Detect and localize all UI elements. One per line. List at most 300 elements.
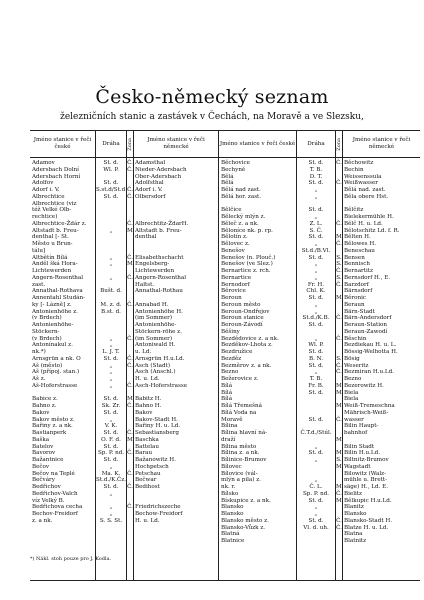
- table-cell: Bechow-Freidorf: [135, 511, 183, 517]
- table-cell: Fr. H.: [307, 281, 325, 288]
- table-cell: Bělten H.: [344, 234, 371, 241]
- table-cell: Babice z.: [32, 396, 58, 403]
- table-cell: Bažantnice: [32, 457, 64, 463]
- table-cell: H. u. Ld.: [135, 376, 160, 382]
- table-cell: Mährisch-Weiß-: [344, 409, 389, 416]
- table-cell: Beroun město: [221, 301, 261, 308]
- table-cell: Babitz H.: [135, 396, 162, 403]
- table-cell: [127, 349, 133, 356]
- table-cell: St. d.: [103, 160, 119, 166]
- table-cell: [336, 329, 342, 336]
- table-cell: S.: [336, 261, 342, 268]
- table-cell: Č.: [127, 254, 133, 261]
- table-cell: [127, 207, 133, 214]
- table-cell: Č.: [336, 315, 342, 322]
- table-cell: Běleč z. a nk.: [221, 220, 259, 227]
- table-cell: Bařiny z. a nk.: [32, 423, 73, 430]
- table-cell: [127, 525, 133, 532]
- table-cell: Asch (Stadt): [135, 362, 171, 369]
- table-cell: Blansko: [344, 511, 367, 517]
- table-cell: Č.: [127, 450, 133, 457]
- table-cell: Stöckern-röhe z.: [135, 328, 182, 335]
- table-cell: Arnsgrün H.u.Ld.: [135, 355, 185, 362]
- table-cell: St. d.: [103, 193, 119, 200]
- table-cell: Běla obere Hst.: [344, 193, 389, 200]
- table-cell: ky [- Lázně] z.: [32, 301, 72, 308]
- header-name-de: Jméno stanice v řeči německé: [134, 131, 219, 157]
- table-cell: Albrechtitz-ŽdarH.: [135, 220, 189, 227]
- table-cell: Adamov: [32, 160, 55, 166]
- table-cell: Bernodorf: [221, 281, 250, 288]
- table-cell: Č.: [127, 160, 133, 166]
- table-cell: bahnhof: [344, 430, 368, 436]
- table-cell: „: [314, 504, 318, 511]
- table-cell: Č.: [336, 160, 342, 166]
- table-cell: víz Velký B.: [32, 497, 65, 504]
- table-cell: Bělá nad zast.: [221, 187, 261, 193]
- table-cell: Bösig: [344, 355, 360, 362]
- table-cell: Biela: [344, 396, 359, 403]
- table-cell: Bílovec: [221, 463, 242, 470]
- table-cell: St.d./B.Vl.: [301, 247, 331, 254]
- table-cell: Bahno z.: [32, 403, 57, 409]
- table-cell: St. d.: [308, 389, 324, 396]
- table-cell: [297, 471, 335, 478]
- table-cell: St. d.: [103, 443, 119, 450]
- table-cell: „: [314, 308, 318, 315]
- table-cell: [96, 234, 126, 241]
- table-cell: [297, 423, 335, 430]
- table-cell: „: [314, 241, 318, 247]
- table-cell: Antonienhöhe-: [135, 322, 177, 328]
- table-cell: Č.: [336, 180, 342, 187]
- table-cell: Běschin: [344, 335, 367, 342]
- table-cell: Beroun: [221, 295, 242, 301]
- table-cell: M.: [336, 234, 344, 241]
- table-cell: Antoniwald H.: [135, 342, 176, 349]
- table-cell: Bärn-Stadt: [344, 308, 375, 315]
- table-cell: Bělčitz: [344, 207, 364, 214]
- table-cell: B. N.: [309, 355, 323, 362]
- table-cell: Albrechtice-Ždár z.: [32, 220, 87, 227]
- table-header: [30, 131, 420, 158]
- table-cell: Bakov město z.: [32, 416, 75, 423]
- left-drah-column: [96, 158, 127, 580]
- table-cell: Č.: [336, 281, 342, 288]
- table-cell: Bilin Stadt: [344, 443, 375, 450]
- table-cell: Bělkupic H.u.Ld.: [344, 497, 392, 504]
- table-cell: Antonienhöhe-: [32, 322, 74, 328]
- table-cell: [297, 403, 335, 410]
- table-cell: Bernartice: [221, 274, 252, 281]
- table-cell: St. d.: [308, 160, 324, 166]
- table-cell: Č.: [336, 517, 342, 524]
- table-cell: Beraun: [344, 301, 365, 308]
- table-cell: Bílina město: [221, 443, 257, 450]
- table-cell: [135, 248, 218, 255]
- table-cell: Bakov: [135, 409, 153, 416]
- table-cell: M.: [127, 261, 135, 268]
- table-cell: Annabad H.: [135, 301, 169, 308]
- table-cell: [336, 228, 342, 235]
- table-cell: Bechov-Freidorf: [32, 511, 78, 517]
- table-cell: Bernartitz: [344, 268, 373, 274]
- table-cell: „: [109, 362, 113, 369]
- table-cell: Bezděkov-Lhota z.: [221, 342, 273, 349]
- table-cell: [127, 315, 133, 322]
- table-cell: „: [109, 504, 113, 511]
- table-cell: Adersbach Horní: [32, 173, 81, 180]
- table-cell: [135, 241, 218, 248]
- table-cell: Wagstadt: [344, 463, 371, 470]
- table-cell: „: [314, 187, 318, 193]
- table-cell: Bennisch: [344, 261, 371, 268]
- table-cell: [127, 268, 133, 275]
- table-cell: Adorf i. V.: [32, 187, 60, 193]
- table-cell: Baschka: [135, 436, 159, 443]
- table-cell: Běchovice: [221, 160, 250, 166]
- right-drah-column: [297, 158, 336, 580]
- table-cell: [127, 248, 133, 255]
- table-cell: Č.: [127, 220, 133, 227]
- table-cell: Asch-Hoferstrasse: [135, 382, 188, 389]
- table-cell: [297, 437, 335, 444]
- table-cell: St. d.: [308, 322, 324, 328]
- table-cell: Bělá hor. zast.: [221, 193, 262, 200]
- table-cell: Bělá: [221, 180, 234, 187]
- table-cell: [127, 369, 133, 376]
- table-cell: Bílsko: [221, 490, 239, 497]
- table-cell: [135, 390, 218, 397]
- table-cell: Bečwar: [135, 477, 157, 484]
- table-cell: Bažanowitz H.: [135, 457, 176, 463]
- page-subtitle: železničních stanic a zastávek v Čechách, na Moravě a ve Slezsku,: [60, 112, 364, 122]
- table-cell: wasser: [344, 416, 364, 423]
- table-cell: [127, 309, 133, 316]
- table-cell: [127, 329, 133, 336]
- table-cell: M.: [336, 295, 344, 301]
- table-cell: Č.T.d./Stúl.: [300, 430, 332, 436]
- table-cell: M.: [127, 396, 135, 403]
- table-cell: Č.: [336, 362, 342, 369]
- table-cell: M.: [336, 484, 344, 490]
- table-cell: Č.: [127, 362, 133, 369]
- table-cell: [297, 329, 335, 336]
- header-zona-label-2: Zona: [335, 137, 342, 151]
- table-cell: „: [314, 301, 318, 308]
- table-cell: Č.: [127, 430, 133, 436]
- table-cell: Barau: [135, 450, 153, 457]
- table-cell: Battelau: [135, 443, 159, 450]
- table-cell: M.: [336, 382, 344, 389]
- table-cell: Anděl šká Hora-: [32, 261, 78, 268]
- table-cell: „: [109, 382, 113, 389]
- table-cell: Bečov: [32, 463, 50, 470]
- table-cell: H. u. Ld.: [135, 517, 160, 524]
- table-cell: D. T.: [309, 173, 323, 180]
- table-cell: Benešov: [221, 247, 245, 254]
- table-cell: Bezměrov z. a nk.: [221, 362, 272, 369]
- table-cell: Wl. P.: [103, 166, 119, 173]
- table-cell: Blatnitz: [344, 538, 367, 544]
- table-cell: Bělotín z.: [221, 234, 248, 241]
- table-cell: Baška: [32, 436, 50, 443]
- table-cell: M.: [336, 436, 344, 443]
- page-title: Česko-německý seznam: [95, 86, 329, 108]
- table-cell: [336, 194, 342, 201]
- table-cell: Běrovice: [221, 288, 246, 295]
- table-cell: Bakov-Stadt H.: [135, 416, 178, 423]
- table-cell: Petschau: [135, 470, 161, 477]
- table-cell: Bakov: [32, 409, 50, 416]
- table-cell: Benešov (n. Plouč.): [221, 254, 276, 261]
- table-cell: mlýn a pila) z.: [221, 477, 261, 484]
- table-cell: Bílina: [221, 423, 238, 430]
- table-cell: [127, 288, 133, 295]
- table-cell: Asch (Anschl.): [135, 369, 176, 376]
- table-cell: S.: [336, 355, 342, 362]
- table-cell: L. J. T.: [102, 349, 120, 355]
- table-cell: [96, 315, 126, 322]
- table-cell: [336, 471, 342, 478]
- table-cell: [127, 518, 133, 525]
- table-cell: Barzdorf: [344, 281, 369, 288]
- table-cell: denthal [- St.: [32, 234, 69, 241]
- table-cell: Aš (přípoj. stan.): [32, 369, 80, 376]
- table-cell: [336, 504, 342, 511]
- table-cell: Beroun-Ondřejov: [221, 308, 270, 315]
- table-cell: „: [314, 268, 318, 274]
- table-cell: Bilin Haupt-: [344, 423, 379, 430]
- table-cell: [297, 464, 335, 471]
- table-cell: Č.: [336, 524, 342, 531]
- table-cell: Běchowitz: [344, 160, 374, 166]
- table-cell: [336, 167, 342, 174]
- table-cell: Bílá: [221, 389, 233, 396]
- table-cell: Chl. K.: [306, 288, 326, 295]
- table-cell: [336, 214, 342, 221]
- table-cell: Bielekermühle H.: [344, 214, 394, 220]
- table-cell: Bílovice (vál-: [221, 470, 258, 477]
- table-cell: Friedrichszeche: [135, 504, 181, 511]
- table-cell: Lichtewerden: [32, 268, 72, 274]
- table-cell: Angern-Rosenthal: [135, 274, 187, 281]
- table-cell: [96, 214, 126, 221]
- table-cell: [127, 241, 133, 248]
- table-cell: „: [109, 511, 113, 517]
- table-cell: Haltst.: [135, 281, 155, 288]
- table-cell: mühle u. Brett-: [344, 477, 388, 484]
- table-cell: Bilowitz (Walz-: [344, 470, 387, 477]
- table-cell: M.: [336, 463, 344, 470]
- table-cell: St. d.: [103, 484, 119, 490]
- table-cell: Weiß-Tremeschna: [344, 403, 395, 409]
- table-cell: Beneschau: [344, 247, 375, 254]
- table-cell: Bílá: [221, 382, 233, 389]
- table-cell: [336, 187, 342, 194]
- table-cell: Fr. B.: [308, 382, 324, 389]
- table-cell: Bernsdorf H., E.: [344, 274, 391, 281]
- right-german-column: [343, 158, 420, 580]
- table-cell: St. d.: [308, 497, 324, 504]
- table-cell: [96, 201, 126, 208]
- table-cell: Benešov (ve Slez.): [221, 261, 273, 268]
- table-cell: St.d./K.B.: [302, 315, 330, 322]
- table-cell: [127, 390, 133, 397]
- table-cell: Blansko město z.: [221, 517, 269, 524]
- table-cell: Blansko-Stadt H.: [344, 517, 393, 524]
- table-cell: Bahno H.: [135, 403, 162, 409]
- table-cell: [135, 498, 218, 505]
- table-cell: „: [109, 227, 113, 234]
- table-cell: Bensen: [344, 254, 365, 261]
- table-cell: Běronic: [344, 295, 366, 301]
- table-cell: Antonienhöhe H.: [135, 308, 183, 315]
- table-cell: [336, 410, 342, 417]
- table-cell: Bedřichov-Valch: [32, 490, 78, 497]
- table-cell: [96, 322, 126, 329]
- table-cell: [135, 214, 218, 221]
- table-cell: [96, 241, 126, 248]
- table-cell: Bařiny H. u. Ld.: [135, 423, 181, 430]
- table-cell: [96, 221, 126, 228]
- table-cell: Aš z.: [32, 376, 46, 382]
- table-cell: [32, 390, 95, 397]
- table-cell: St. d.: [308, 349, 324, 355]
- table-cell: Annentahl Studán-: [32, 295, 86, 301]
- table-cell: St. d.: [308, 450, 324, 457]
- header-zona-label: Zona: [126, 137, 133, 151]
- table-cell: [336, 207, 342, 214]
- table-cell: Č. L.: [309, 484, 323, 490]
- table-cell: Č.: [336, 268, 342, 274]
- left-zona-column: [127, 158, 134, 580]
- table-cell: Č.: [127, 193, 133, 200]
- table-cell: Adersbach Dolní: [32, 166, 79, 173]
- table-cell: „: [314, 457, 318, 463]
- table-cell: Altstadt b. Freu-: [135, 227, 182, 234]
- table-cell: [336, 302, 342, 309]
- table-cell: [297, 410, 335, 417]
- table-cell: Bezno: [344, 376, 362, 382]
- table-cell: [127, 464, 133, 471]
- table-cell: Bärnsdorf: [344, 288, 373, 295]
- table-cell: „: [109, 369, 113, 376]
- table-cell: Bílá Třemešná: [221, 403, 262, 409]
- table-cell: St. d.: [103, 355, 119, 362]
- table-cell: Biela: [344, 389, 359, 396]
- table-cell: Bedřichova cecha: [32, 504, 83, 511]
- table-cell: (v Brdech): [32, 315, 62, 322]
- table-cell: „: [109, 376, 113, 382]
- table-cell: [135, 295, 218, 302]
- table-cell: [297, 201, 335, 208]
- table-cell: Hochpetsch: [135, 463, 169, 470]
- table-cell: Č.: [127, 470, 133, 477]
- table-cell: „: [314, 261, 318, 268]
- table-cell: Bedřichov: [32, 484, 61, 490]
- table-cell: rechtice): [32, 214, 58, 220]
- table-cell: [127, 477, 133, 484]
- table-cell: [96, 268, 126, 275]
- table-cell: draží: [221, 436, 236, 443]
- table-cell: Č.: [127, 382, 133, 389]
- table-cell: Bezdědovice z. a nk.: [221, 335, 279, 342]
- table-cell: M.: [336, 497, 344, 504]
- table-cell: [336, 349, 342, 356]
- table-cell: nk. r.: [221, 484, 236, 490]
- table-cell: Beraun-Zawodí: [344, 328, 388, 335]
- station-table: [30, 130, 420, 581]
- table-cell: nk.*): [32, 349, 46, 355]
- table-cell: M.: [127, 436, 135, 443]
- header-zona-2: [336, 131, 343, 157]
- table-cell: St. d.: [103, 457, 119, 463]
- table-cell: Sp. P. nd.: [97, 450, 125, 457]
- table-cell: Č.: [127, 301, 133, 308]
- table-cell: [127, 214, 133, 221]
- table-cell: Batelov: [32, 443, 54, 450]
- table-cell: [336, 477, 342, 484]
- header-drah: Dráha: [96, 131, 127, 157]
- right-name-column: [219, 158, 297, 580]
- table-cell: „: [314, 193, 318, 200]
- table-cell: „: [109, 342, 113, 349]
- table-cell: [336, 511, 342, 518]
- table-cell: [127, 180, 133, 187]
- table-cell: Č.: [127, 355, 133, 362]
- table-cell: [344, 437, 420, 444]
- table-cell: S.st.d/St.d.: [96, 187, 127, 193]
- table-cell: [96, 498, 126, 505]
- table-cell: [336, 376, 342, 383]
- table-cell: Biltnitz-Brumov: [344, 457, 389, 463]
- table-cell: „: [109, 274, 113, 281]
- table-cell: B.st. d.: [101, 308, 121, 315]
- table-cell: Bílá Voda na: [221, 409, 257, 416]
- table-cell: [135, 491, 218, 498]
- table-cell: St. d.: [103, 396, 119, 403]
- table-cell: Bechyně: [221, 166, 246, 173]
- table-cell: St. d.: [308, 207, 324, 214]
- table-cell: u. Ld.: [135, 349, 152, 355]
- table-cell: Bělá nad. zast.: [344, 187, 386, 193]
- table-cell: [127, 234, 133, 241]
- table-cell: [127, 322, 133, 329]
- table-cell: St.d./K.Čz.: [96, 477, 127, 484]
- table-cell: St. d.: [308, 416, 324, 423]
- table-cell: Blatna: [344, 531, 363, 538]
- table-cell: S. S. St.: [99, 517, 123, 524]
- table-cell: O. F. d.: [101, 436, 121, 443]
- table-cell: Bastianperk: [32, 430, 67, 436]
- table-cell: Bílina z. a nk.: [221, 450, 260, 457]
- table-cell: [96, 295, 126, 302]
- table-cell: [336, 430, 342, 437]
- table-cell: St. d.: [308, 234, 324, 241]
- table-cell: „: [109, 254, 113, 261]
- table-cell: Bílinice-Brumov: [221, 457, 267, 463]
- table-cell: Č.: [127, 166, 133, 173]
- table-cell: Č.: [336, 490, 342, 497]
- table-cell: [96, 248, 126, 255]
- table-cell: Annathal-Rothava: [32, 288, 83, 295]
- table-cell: [127, 410, 133, 417]
- table-cell: Bernartice z. rch.: [221, 268, 271, 274]
- table-cell: Bielitz: [344, 490, 362, 497]
- table-cell: M. z. d.: [100, 301, 122, 308]
- table-cell: Albrechtice: [32, 193, 65, 200]
